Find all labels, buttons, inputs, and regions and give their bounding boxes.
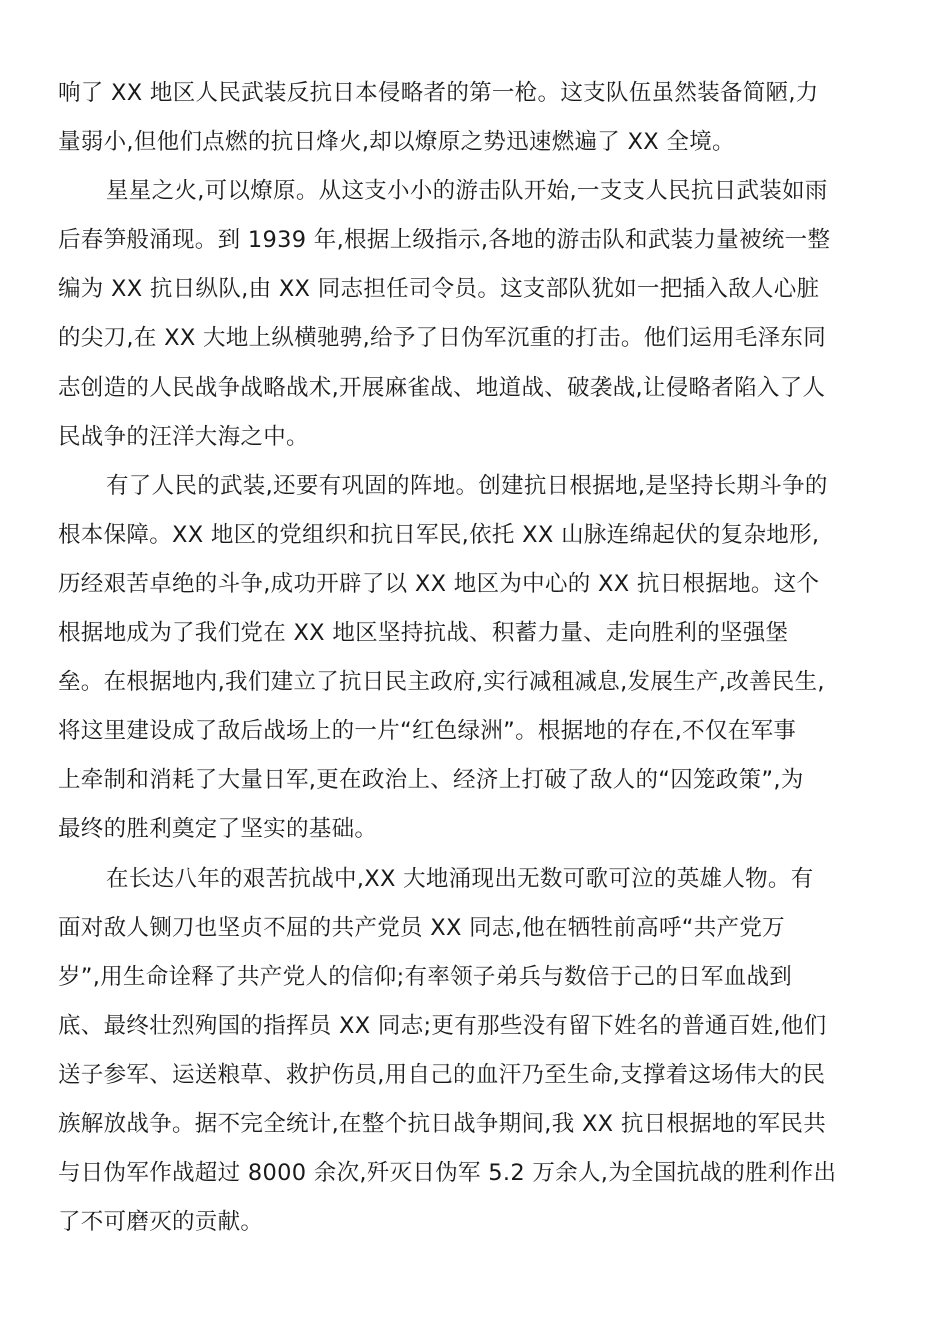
paragraph-4-line-5: 送子参军、运送粮草、救护伤员,用自己的血汗乃至生命,支撑着这场伟大的民 xyxy=(58,1061,826,1088)
paragraph-2-line-3: 编为 XX 抗日纵队,由 XX 同志担任司令员。这支部队犹如一把插入敌人心脏 xyxy=(58,276,820,303)
paragraph-3-line-4: 根据地成为了我们党在 XX 地区坚持抗战、积蓄力量、走向胜利的坚强堡 xyxy=(58,620,789,647)
paragraph-4-line-2: 面对敌人铡刀也坚贞不屈的共产党员 XX 同志,他在牺牲前高呼“共产党万 xyxy=(58,914,785,941)
paragraph-3-line-1: 有了人民的武装,还要有巩固的阵地。创建抗日根据地,是坚持长期斗争的 xyxy=(106,472,828,499)
paragraph-3-line-8: 最终的胜利奠定了坚实的基础。 xyxy=(58,816,378,843)
paragraph-2-line-4: 的尖刀,在 XX 大地上纵横驰骋,给予了日伪军沉重的打击。他们运用毛泽东同 xyxy=(58,325,827,352)
paragraph-1-line-1: 响了 XX 地区人民武装反抗日本侵略者的第一枪。这支队伍虽然装备简陋,力 xyxy=(58,80,819,106)
paragraph-4-line-6: 族解放战争。据不完全统计,在整个抗日战争期间,我 XX 抗日根据地的军民共 xyxy=(58,1110,827,1137)
paragraph-3-line-3: 历经艰苦卓绝的斗争,成功开辟了以 XX 地区为中心的 XX 抗日根据地。这个 xyxy=(58,570,820,597)
paragraph-1-line-2: 量弱小,但他们点燃的抗日烽火,却以燎原之势迅速燃遍了 XX 全境。 xyxy=(58,129,735,156)
paragraph-4-line-4: 底、最终壮烈殉国的指挥员 XX 同志;更有那些没有留下姓名的普通百姓,他们 xyxy=(58,1012,827,1039)
paragraph-3-line-7: 上牵制和消耗了大量日军,更在政治上、经济上打破了敌人的“囚笼政策”,为 xyxy=(58,767,804,794)
paragraph-3-line-2: 根本保障。XX 地区的党组织和抗日军民,依托 XX 山脉连绵起伏的复杂地形, xyxy=(58,521,820,548)
paragraph-2-line-2: 后春笋般涌现。到 1939 年,根据上级指示,各地的游击队和武装力量被统一整 xyxy=(58,227,831,254)
document-body xyxy=(58,69,894,1247)
paragraph-2-line-6: 民战争的汪洋大海之中。 xyxy=(58,423,309,450)
paragraph-4-line-7: 与日伪军作战超过 8000 余次,歼灭日伪军 5.2 万余人,为全国抗战的胜利作出 xyxy=(58,1160,837,1187)
paragraph-2-line-5: 志创造的人民战争战略战术,开展麻雀战、地道战、破袭战,让侵略者陷入了人 xyxy=(58,374,826,401)
paragraph-4-line-1: 在长达八年的艰苦抗战中,XX 大地涌现出无数可歌可泣的英雄人物。有 xyxy=(106,865,814,892)
paragraph-4-line-3: 岁”,用生命诠释了共产党人的信仰;有率领子弟兵与数倍于己的日军血战到 xyxy=(58,963,793,990)
paragraph-3-line-5: 垒。在根据地内,我们建立了抗日民主政府,实行减租减息,发展生产,改善民生, xyxy=(58,669,825,696)
paragraph-4-line-8: 了不可磨灭的贡献。 xyxy=(58,1209,264,1236)
paragraph-2-line-1: 星星之火,可以燎原。从这支小小的游击队开始,一支支人民抗日武装如雨 xyxy=(106,178,828,205)
paragraph-3-line-6: 将这里建设成了敌后战场上的一片“红色绿洲”。根据地的存在,不仅在军事 xyxy=(58,718,797,745)
